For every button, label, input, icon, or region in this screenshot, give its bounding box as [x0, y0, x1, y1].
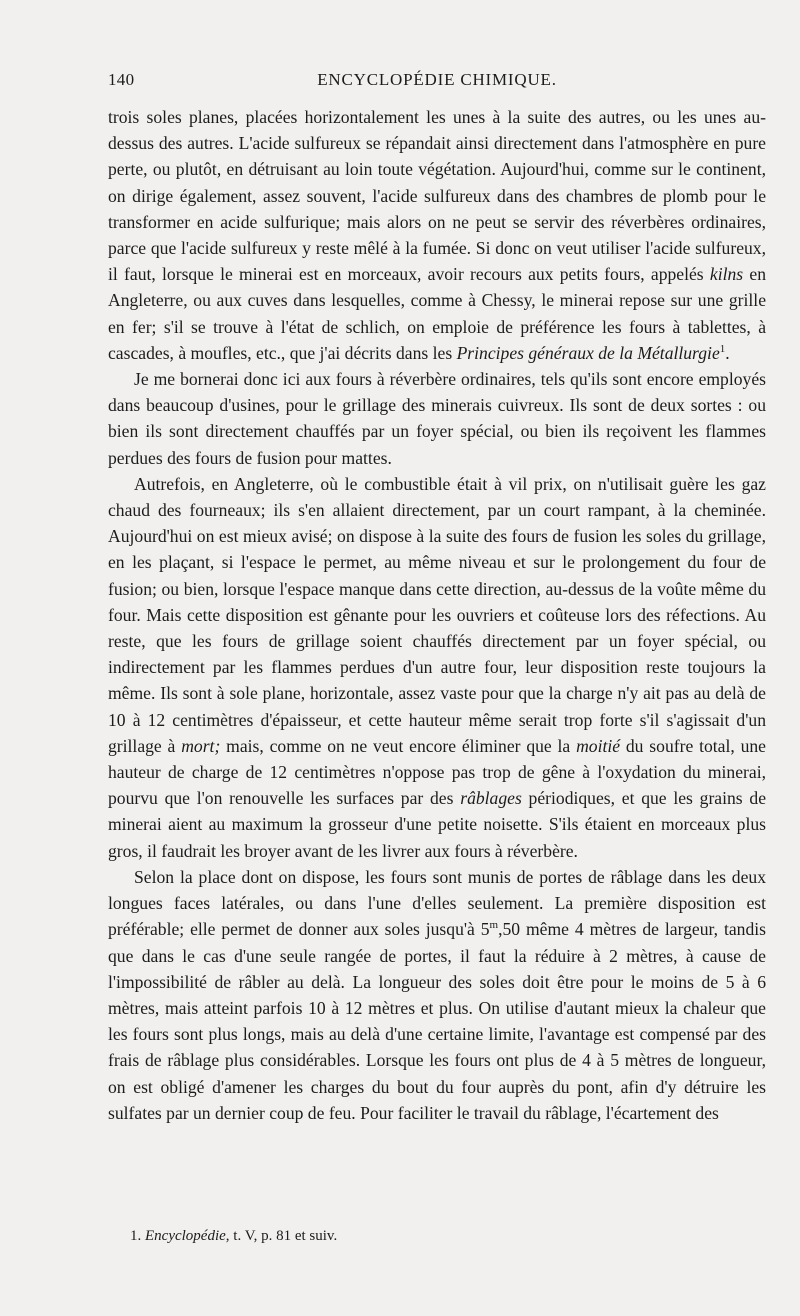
book-title-principes: Principes généraux de la Métallurgie — [456, 342, 720, 363]
paragraph-4: Selon la place dont on dispose, les fours sont munis de portes de râblage dans les deux longues faces latérales, ou dans l'une d'elles seulement. La première disposition est préférable; elle permet de donner aux soles jusqu'à 5$^m$,50 même 4 mètres de largeur, tandis que dans le cas d'une seule rangée de portes, il faut la réduire à 2 mètres, à cause de l'impossibilité de râbler au delà. La longueur des soles doit être pour le moins de 5 à 6 mètres, mais atteint parfois 10 à 12 mètres et plus. On utilise d'autant mieux la chaleur que les fours sont plus longs, mais au delà d'une certaine limite, l'avantage est compensé par des frais de râblage plus considérables. Lorsque les fours ont plus de 4 à 5 mètres de longueur, on est obligé d'amener les charges du bout du four auprès du pont, afin d'y détruire les sulfates par un dernier coup de feu. Pour faciliter le travail du râblage, l'écartement des — [108, 866, 766, 1123]
footnote — [130, 1226, 750, 1246]
paragraph-1: trois soles planes, placées horizontalement les unes à la suite des autres, ou les unes au-dessus des autres. L'acide sulfureux se répandait ainsi directement dans l'atmosphère en pure perte, ou plutôt, en détruisant au loin toute végétation. Aujourd'hui, comme sur le continent, on dirige également, assez souvent, l'acide sulfureux dans des chambres de plomb pour le transformer en acide sulfurique; mais alors on ne peut se servir des réverbères ordinaires, parce que l'acide sulfureux y reste mêlé à la fumée. Si donc on veut utiliser l'acide sulfureux, il faut, lorsque le minerai est en morceaux, avoir recours aux petits fours, appelés kilns en Angleterre, ou aux cuves dans lesquelles, comme à Chessy, le minerai repose sur une grille en fer; s'il se trouve à l'état de schlich, on emploie de préférence les fours à tablettes, à cascades, à moufles, etc., que j'ai décrits dans les Principes généraux de la Métallurgie$^1$. — [108, 107, 766, 363]
unit-superscript: m — [489, 919, 499, 932]
footnote-reference: 1 — [719, 342, 726, 355]
paragraph-2: Je me bornerai donc ici aux fours à réverbère ordinaires, tels qu'ils sont encore employés dans beaucoup d'usines, pour le grillage des minerais cuivreux. Ils sont de deux sortes : ou bien ils sont directement chauffés par un foyer spécial, ou bien ils reçoivent les flammes perdues des fours de fusion pour mattes. — [108, 369, 766, 468]
footnote-number: 1. — [130, 1228, 142, 1244]
paragraph-3: Autrefois, en Angleterre, où le combustible était à vil prix, on n'utilisait guère les gaz chaud des fourneaux; ils s'en allaient directement, par un court rampant, à la cheminée. Aujourd'hui on est mieux avisé; on dispose à la suite des fours de fusion les soles du grillage, en les plaçant, si l'espace le permet, au même niveau et sur le prolongement du four de fusion; ou bien, lorsque l'espace manque dans cette direction, au-dessus de la voûte même du four. Mais cette disposition est gênante pour les ouvriers et coûteuse lors des réfections. Au reste, que les fours de grillage soient chauffés directement par un foyer spécial, ou indirectement par les flammes perdues d'un autre four, leur disposition reste toujours la même. Ils sont à sole plane, horizontale, assez vaste pour que la charge n'y ait pas au delà de 10 à 12 centimètres d'épaisseur, et cette hauteur même serait trop forte s'il s'agissait d'un grillage à mort; mais, comme on ne veut encore éliminer que la moitié du soufre total, une hauteur de charge de 12 centimètres n'oppose pas trop de gêne à l'oxydation du minerai, pourvu que l'on renouvelle les surfaces par des râblages périodiques, et que les grains de minerai aient au maximum la grosseur d'une petite noisette. S'ils étaient en morceaux plus gros, il faudrait les broyer avant de les livrer aux fours à réverbère. — [108, 473, 766, 861]
term-rablages: râblages — [460, 788, 522, 809]
term-kilns: kilns — [709, 264, 744, 285]
footnote-detail: , t. V, p. 81 et suiv. — [225, 1228, 338, 1244]
running-title: ENCYCLOPÉDIE CHIMIQUE. — [317, 70, 557, 89]
term-moitie: moitié — [576, 735, 621, 756]
footnote-source: Encyclopédie — [145, 1228, 226, 1244]
page-header — [108, 70, 766, 92]
page-number: 140 — [108, 70, 135, 89]
term-mort: mort; — [181, 735, 221, 756]
body-text — [108, 104, 766, 1126]
